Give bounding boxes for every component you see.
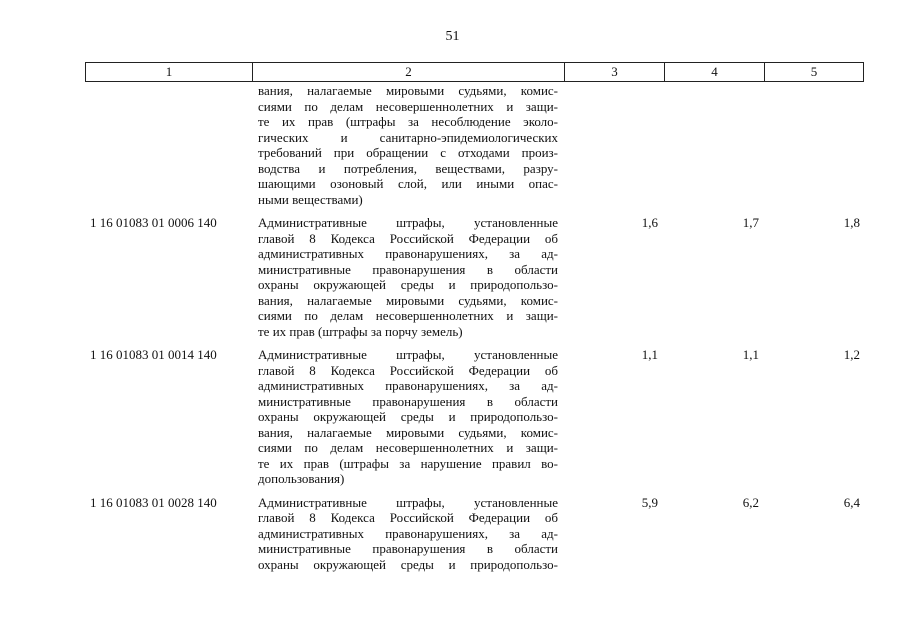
column-header-4: 4: [665, 63, 765, 81]
table-row: [0, 215, 905, 339]
description-line: охраны окружающей среды и природопользо-: [258, 409, 558, 424]
description-line: главой 8 Кодекса Российской Федерации об: [258, 230, 558, 246]
description-line: охраны окружающей среды и природопользо-: [258, 556, 558, 572]
description-line: охраны окружающей среды и природопользо-: [258, 277, 558, 292]
budget-code: 1 16 01083 01 0014 140: [90, 347, 217, 362]
table-row: [0, 495, 905, 573]
description-line: Административные штрафы, установленные: [258, 347, 558, 362]
description-line: Административные штрафы, установленные: [258, 215, 558, 230]
page-number: 51: [445, 29, 460, 44]
description-line: те их прав (штрафы за несоблюдение эколо-: [258, 114, 558, 129]
value-col3: 1,6: [641, 215, 658, 230]
table-row: [0, 347, 905, 487]
description-cell: [258, 495, 558, 573]
value-col5: 1,2: [843, 347, 860, 362]
column-header-5: 5: [810, 64, 818, 79]
description-line: Административные штрафы, установленные: [258, 494, 558, 510]
value-col5: 6,4: [843, 494, 860, 510]
budget-code: 1 16 01083 01 0006 140: [90, 215, 217, 230]
description-line: административных правонарушениях, за ад-: [258, 525, 558, 541]
table-body: [0, 83, 905, 572]
column-header-2: 2: [253, 63, 565, 81]
description-line: те их прав (штрафы за нарушение правил во-: [258, 455, 558, 471]
description-line: министративные правонарушения в области: [258, 393, 558, 409]
description-line: гических и санитарно-эпидемиологических: [258, 129, 558, 145]
description-cell: [258, 83, 558, 207]
description-line: сиями по делам несовершеннолетних и защи-: [258, 308, 558, 323]
column-header-3: 3: [565, 63, 665, 81]
description-line: те их прав (штрафы за порчу земель): [258, 323, 463, 339]
value-col5: 1,8: [843, 215, 860, 230]
description-line: главой 8 Кодекса Российской Федерации об: [258, 362, 558, 378]
table-row-continuation: [0, 83, 905, 207]
value-col3: 5,9: [641, 494, 658, 510]
value-col3: 1,1: [641, 347, 658, 362]
description-line: главой 8 Кодекса Российской Федерации об: [258, 510, 558, 525]
description-line: сиями по делам несовершеннолетних и защи-: [258, 440, 558, 455]
description-line: шающими озоновый слой, или иными опас-: [258, 176, 558, 191]
description-line: сиями по делам несовершеннолетних и защи-: [258, 98, 558, 114]
description-line: вания, налагаемые мировыми судьями, комис-: [258, 83, 558, 98]
value-col4: 1,1: [742, 347, 759, 362]
description-line: министративные правонарушения в области: [258, 261, 558, 277]
budget-code: 1 16 01083 01 0028 140: [90, 494, 217, 510]
description-line: допользования): [258, 471, 345, 486]
value-col4: 6,2: [742, 494, 759, 510]
description-line: вания, налагаемые мировыми судьями, комис-: [258, 424, 558, 440]
value-col4: 1,7: [742, 215, 759, 230]
description-line: требований при обращении с отходами произ-: [258, 145, 558, 160]
description-line: вания, налагаемые мировыми судьями, комис-: [258, 292, 558, 308]
description-line: министративные правонарушения в области: [258, 541, 558, 556]
description-line: административных правонарушениях, за ад-: [258, 246, 558, 261]
description-cell: [258, 215, 558, 339]
description-line: административных правонарушениях, за ад-: [258, 378, 558, 393]
column-header-1: 1: [86, 63, 253, 81]
description-cell: [258, 347, 558, 487]
description-line: ными веществами): [258, 191, 363, 207]
description-line: водства и потребления, веществами, разру-: [258, 160, 558, 176]
table-header-row: [85, 62, 864, 82]
